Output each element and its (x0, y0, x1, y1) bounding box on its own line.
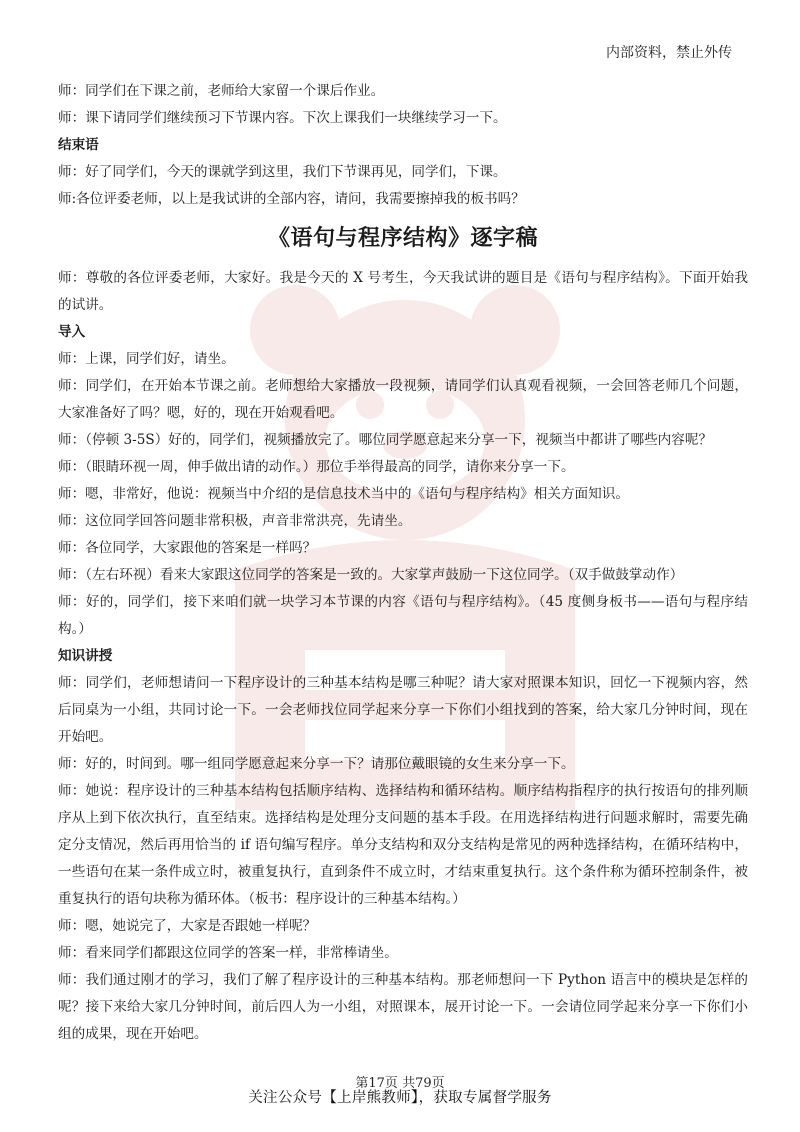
paragraph: 师：她说：程序设计的三种基本结构包括顺序结构、选择结构和循环结构。顺序结构指程序的执行按语句的排列顺序从上到下依次执行，直至结束。选择结构是处理分支问题的基本手段。在用选择结构进行问题求解时，需要先确定分支情况，然后再用恰当的 if 语句编写程序。单分支结构和双分支结构是常见的两种选择结构，在循环结构中，一些语句在某一条件成立时，被重复执行，直到条件不成立时，才结束重复执行。这个条件称为循环控制条件，被重复执行的语句块称为循环体。（板书：程序设计的三种基本结构。） (58, 783, 748, 907)
paragraph: 师：（停顿 3-5S）好的，同学们，视频播放完了。哪位同学愿意起来分享一下，视频当中都讲了哪些内容呢？ (58, 432, 713, 448)
closing-heading: 结束语 (58, 137, 99, 153)
knowledge-heading: 知识讲授 (58, 648, 113, 664)
paragraph: 师：同学们，在开始本节课之前。老师想给大家播放一段视频，请同学们认真观看视频，一会回答老师几个问题，大家准备好了吗？嗯，好的，现在开始观看吧。 (58, 378, 748, 421)
footer-note: 关注公众号【上岸熊教师】，获取专属督学服务 (248, 1090, 552, 1106)
paragraph: 师：我们通过刚才的学习，我们了解了程序设计的三种基本结构。那老师想问一下 Python 语言中的模块是怎样的呢？接下来给大家几分钟时间，前后四人为一小组，对照课本，展开讨论一下。一会请位同学起来分享一下你们小组的成果，现在开始吧。 (58, 972, 748, 1042)
paragraph: 师：嗯，非常好，他说：视频当中介绍的是信息技术当中的《语句与程序结构》相关方面知识。 (58, 486, 629, 502)
paragraph: 师：上课，同学们好，请坐。 (58, 351, 235, 367)
paragraph: 师：好的，同学们，接下来咱们就一块学习本节课的内容《语句与程序结构》。（45 度侧身板书——语句与程序结构。） (58, 594, 748, 637)
document-body (58, 78, 748, 1048)
paragraph: 师：好了同学们，今天的课就学到这里，我们下节课再见，同学们，下课。 (58, 164, 507, 180)
paragraph: 师：各位同学，大家跟他的答案是一样吗？ (58, 540, 317, 556)
paragraph: 师：好的，时间到。哪一组同学愿意起来分享一下？请那位戴眼镜的女生来分享一下。 (58, 756, 575, 772)
paragraph: 师：（左右环视）看来大家跟这位同学的答案是一致的。大家掌声鼓励一下这位同学。（双手做鼓掌动作） (58, 567, 684, 583)
paragraph: 师：看来同学们都跟这位同学的答案一样，非常棒请坐。 (58, 945, 398, 961)
document-title: 《语句与程序结构》逐字稿 (267, 226, 538, 251)
paragraph: 师：（眼睛环视一周，伸手做出请的动作。）那位手举得最高的同学，请你来分享一下。 (58, 459, 575, 475)
paragraph: 师:各位评委老师，以上是我试讲的全部内容，请问，我需要擦掉我的板书吗？ (58, 191, 525, 207)
paragraph: 师：同学们在下课之前，老师给大家留一个课后作业。 (58, 83, 385, 99)
intro-paragraph: 师：尊敬的各位评委老师，大家好。我是今天的 X 号考生，今天我试讲的题目是《语句与程序结构》。下面开始我的试讲。 (58, 270, 748, 313)
header-note: 内部资料，禁止外传 (606, 45, 732, 61)
paragraph: 师：嗯，她说完了，大家是否跟她一样呢？ (58, 918, 317, 934)
paragraph: 师：同学们，老师想请问一下程序设计的三种基本结构是哪三种呢？请大家对照课本知识，回忆一下视频内容，然后同桌为一小组，共同讨论一下。一会老师找位同学起来分享一下你们小组找到的答案，给大家几分钟时间，现在开始吧。 (58, 675, 748, 745)
paragraph: 师：这位同学回答问题非常积极，声音非常洪亮，先请坐。 (58, 513, 412, 529)
paragraph: 师：课下请同学们继续预习下节课内容。下次上课我们一块继续学习一下。 (58, 110, 507, 126)
page-number: 第17页 共79页 (355, 1076, 445, 1091)
lead-in-heading: 导入 (58, 324, 86, 340)
